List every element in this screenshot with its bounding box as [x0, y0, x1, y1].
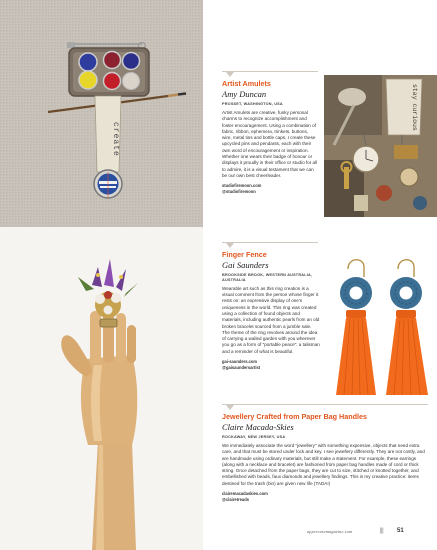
section-title: Finger Fence	[222, 250, 267, 259]
section-title: Artist Amulets	[222, 79, 271, 88]
page-number: 51	[397, 528, 404, 534]
artist-location: BROOKSIDE BROOK, WESTERN AUSTRALIA, AUSTRALIA	[222, 273, 313, 282]
artist-name: Claire Macada-Skies	[222, 421, 294, 432]
section-divider	[222, 242, 318, 243]
artist-location: PROSSET, WASHINGTON, USA	[222, 102, 283, 107]
amulet-pin-photo	[0, 0, 203, 227]
artist-name: Amy Duncan	[222, 88, 267, 99]
earrings-photo	[324, 255, 437, 398]
section-divider-arrow	[226, 72, 234, 77]
section-divider	[222, 404, 428, 405]
section-finger-fence	[222, 251, 320, 371]
finger-fence-photo	[0, 227, 203, 550]
artist-location: ROCKAWAY, NEW JERSEY, USA	[222, 435, 286, 440]
section-divider-arrow	[226, 243, 234, 248]
charms-collage-photo	[324, 75, 437, 217]
section-body: Artist Amulets are creative, funky personal charms to recognize accomplishment and foster encouragement. Using a combination of fabric, ribbon, ephemera, trinkets, buttons, wire, metal tins and bottle caps, I create these upcycled pins and pendants, each with their own word of encouragement or inspiration. Whether one wears their badge of honour or displays it proudly in their office or studio for all to admire, it is a visual testament that we can be our own best cheerleader.	[222, 110, 318, 178]
section-paper-bag-jewellery	[222, 413, 430, 503]
amulet-tag-word: create	[111, 121, 120, 157]
charm-tag-words: stay curious	[411, 83, 418, 131]
website-link[interactable]: gai-saunders.com	[222, 359, 258, 364]
website-link[interactable]: studiofiremoon.com	[222, 183, 262, 189]
footer-bars: |||	[380, 528, 384, 534]
section-body: We immediately associate the word "jewellery" with something expensive, objects that need extra care, and that must be stored under lock and key. I see jewellery differently. They are not costly, and are handmade using ordinary materials, but still make a statement. For example, these earrings (along with a necklace and bracelet) are fashioned from paper bag handles made of cord or thick string. Once detached from the paper bags, they are cut to size, stitched or knotted together, and embellished with beads, faux diamonds and jewellery findings. This is my creative practice: items destined for the trash (bin) are given new life (TADA!)	[222, 443, 425, 486]
social-handle[interactable]: @gaisaundersartist	[222, 365, 261, 370]
section-title: Jewellery Crafted from Paper Bag Handles	[222, 412, 367, 421]
section-artist-amulets	[222, 80, 318, 195]
section-divider-arrow	[226, 405, 234, 410]
artist-name: Gai Saunders	[222, 259, 269, 270]
footer-site: uppercasemagazine.com	[307, 529, 353, 534]
social-handle[interactable]: @studiofiremoon	[222, 189, 256, 195]
social-handle[interactable]: @clairetreads	[222, 497, 249, 503]
section-body: Wearable art such as this ring creation is a visual comment from the person whose finger it rests on: an expressive display of one's uniqueness in the world. This ring was created using a collection of found objects and materials, including authentic pearls from an old broken bracelet sourced from a jumble sale. The theme of the ring revolves around the idea of carrying a walled garden with you wherever you go as a form of "portable peace": a talisman and a reminder of what is beautiful.	[222, 285, 320, 354]
website-link[interactable]: clairemacadaskies.com	[222, 491, 268, 497]
section-divider	[222, 71, 318, 72]
page-footer	[307, 527, 431, 537]
